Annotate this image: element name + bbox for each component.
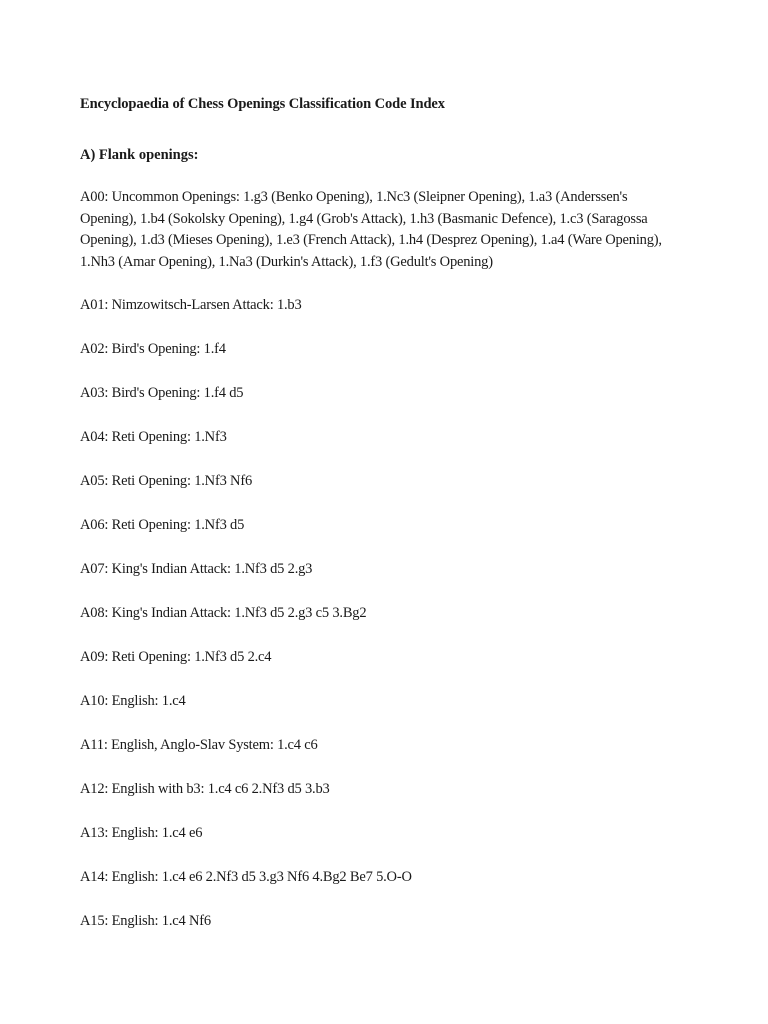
document-title: Encyclopaedia of Chess Openings Classification Code Index — [80, 96, 445, 112]
section-heading: A) Flank openings: — [80, 147, 199, 163]
entry-a03: A03: Bird's Opening: 1.f4 d5 — [80, 385, 244, 401]
entry-a10: A10: English: 1.c4 — [80, 693, 186, 709]
entry-a05: A05: Reti Opening: 1.Nf3 Nf6 — [80, 473, 253, 489]
entry-list — [80, 187, 680, 933]
entry-a02: A02: Bird's Opening: 1.f4 — [80, 341, 226, 357]
entry-a13: A13: English: 1.c4 e6 — [80, 825, 203, 841]
entry-a08: A08: King's Indian Attack: 1.Nf3 d5 2.g3 c5 3.Bg2 — [80, 605, 367, 621]
entry-a14: A14: English: 1.c4 e6 2.Nf3 d5 3.g3 Nf6 4.Bg2 Be7 5.O-O — [80, 869, 412, 885]
entry-a01: A01: Nimzowitsch-Larsen Attack: 1.b3 — [80, 297, 302, 313]
entry-a00: A00: Uncommon Openings: 1.g3 (Benko Opening), 1.Nc3 (Sleipner Opening), 1.a3 (Anderssen's Opening), 1.b4 (Sokolsky Opening), 1.g4 (Grob's Attack), 1.h3 (Basmanic Defence), 1.c3 (Saragossa Opening), 1.d3 (Mieses Opening), 1.e3 (French Attack), 1.h4 (Desprez Opening), 1.a4 (Ware Opening), 1.Nh3 (Amar Opening), 1.Na3 (Durkin's Attack), 1.f3 (Gedult's Opening) — [80, 189, 662, 270]
entry-a11: A11: English, Anglo-Slav System: 1.c4 c6 — [80, 737, 318, 753]
entry-a07: A07: King's Indian Attack: 1.Nf3 d5 2.g3 — [80, 561, 313, 577]
entry-a09: A09: Reti Opening: 1.Nf3 d5 2.c4 — [80, 649, 272, 665]
document-content — [80, 94, 680, 955]
entry-a04: A04: Reti Opening: 1.Nf3 — [80, 429, 227, 445]
entry-a06: A06: Reti Opening: 1.Nf3 d5 — [80, 517, 245, 533]
entry-a12: A12: English with b3: 1.c4 c6 2.Nf3 d5 3.b3 — [80, 781, 330, 797]
entry-a15: A15: English: 1.c4 Nf6 — [80, 913, 211, 929]
